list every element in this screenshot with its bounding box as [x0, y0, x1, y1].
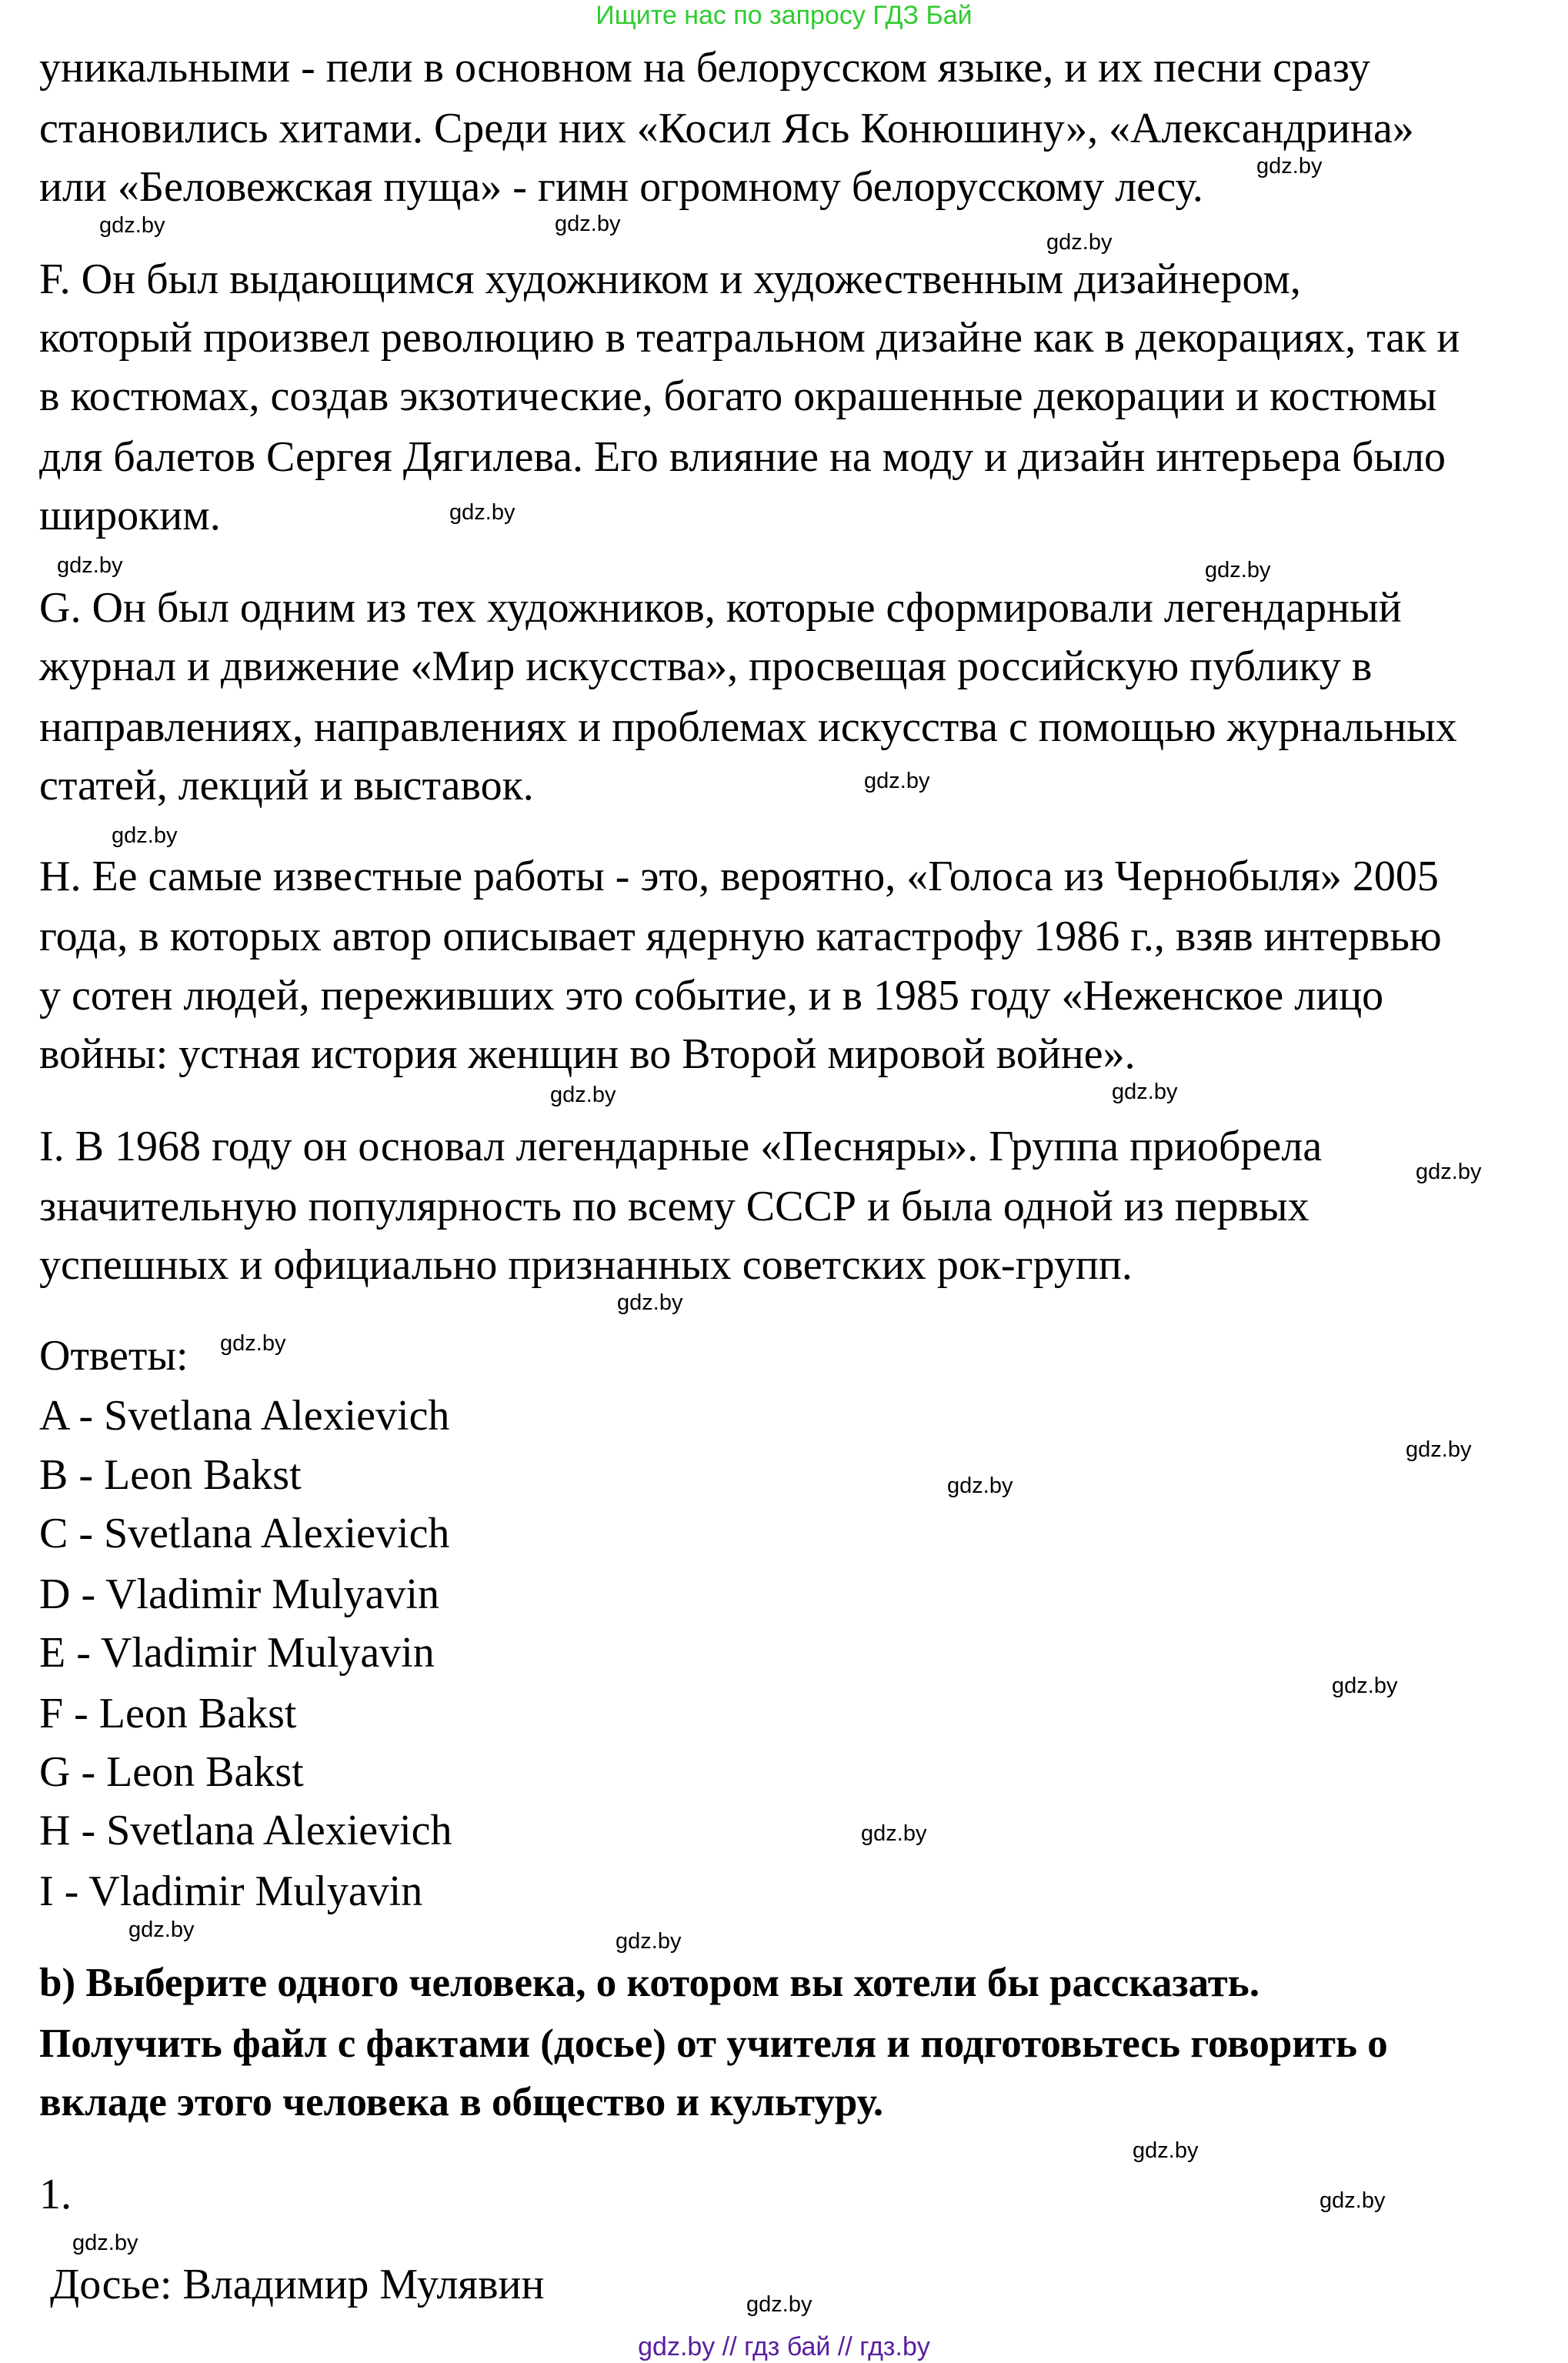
dossier-title: Досье: Владимир Мулявин — [50, 2261, 545, 2308]
text-line: 1. — [39, 2171, 72, 2218]
watermark: gdz.by — [1133, 2138, 1199, 2163]
watermark: gdz.by — [616, 1929, 682, 1954]
text-line: G. Он был одним из тех художников, которые сформировали легендарный — [39, 584, 1402, 632]
text-line: G - Leon Bakst — [39, 1748, 304, 1796]
text-line: C - Svetlana Alexievich — [39, 1510, 450, 1557]
text-line: E - Vladimir Mulyavin — [39, 1629, 435, 1677]
watermark: gdz.by — [1046, 230, 1113, 255]
watermark: gdz.by — [1256, 154, 1323, 179]
text-line: I. В 1968 году он основал легендарные «Песняры». Группа приобрела — [39, 1123, 1323, 1170]
watermark: gdz.by — [112, 823, 178, 848]
watermark: gdz.by — [220, 1331, 286, 1356]
text-line: становились хитами. Среди них «Косил Ясь Конюшину», «Александрина» — [39, 105, 1414, 152]
watermark: gdz.by — [128, 1917, 195, 1942]
watermark: gdz.by — [555, 212, 621, 236]
text-line: или «Беловежская пуща» - гимн огромному белорусскому лесу. — [39, 163, 1203, 211]
text-line: в костюмах, создав экзотические, богато окрашенные декорации и костюмы — [39, 372, 1437, 420]
watermark: gdz.by — [1416, 1160, 1482, 1184]
watermark: gdz.by — [1406, 1437, 1472, 1462]
text-line: A - Svetlana Alexievich — [39, 1392, 450, 1440]
task-heading: Получить файл с фактами (досье) от учителя и подготовьтесь говорить о — [39, 2021, 1388, 2066]
watermark: gdz.by — [1112, 1080, 1178, 1104]
text-line: уникальными - пели в основном на белорусском языке, и их песни сразу — [39, 44, 1370, 92]
watermark: gdz.by — [57, 553, 123, 578]
watermark: gdz.by — [1332, 1674, 1398, 1698]
text-line: успешных и официально признанных советских рок-групп. — [39, 1241, 1133, 1289]
search-hint-banner: Ищите нас по запросу ГДЗ Бай — [596, 1, 972, 30]
text-line: для балетов Сергея Дягилева. Его влияние на моду и дизайн интерьера было — [39, 433, 1446, 481]
watermark: gdz.by — [72, 2231, 138, 2255]
text-line: широким. — [39, 492, 221, 539]
watermark: gdz.by — [617, 1290, 683, 1315]
watermark: gdz.by — [99, 213, 165, 238]
watermark: gdz.by — [947, 1474, 1013, 1498]
watermark: gdz.by — [746, 2292, 812, 2317]
watermark: gdz.by — [864, 769, 930, 793]
text-line: направлениях, направлениях и проблемах искусства с помощью журнальных — [39, 703, 1457, 751]
text-line: H - Svetlana Alexievich — [39, 1807, 452, 1854]
watermark: gdz.by — [1319, 2188, 1386, 2213]
footer-links[interactable]: gdz.by // гдз бай // гдз.by — [638, 2332, 930, 2361]
text-line: журнал и движение «Мир искусства», просвещая российскую публику в — [39, 642, 1373, 690]
text-line: который произвел революцию в театральном дизайне как в декорациях, так и — [39, 314, 1460, 362]
text-line: B - Leon Bakst — [39, 1451, 302, 1499]
watermark: gdz.by — [449, 500, 515, 525]
text-line: у сотен людей, переживших это событие, и в 1985 году «Неженское лицо — [39, 972, 1384, 1020]
text-line: войны: устная история женщин во Второй мировой войне». — [39, 1030, 1136, 1078]
text-line: I - Vladimir Mulyavin — [39, 1867, 423, 1915]
answers-heading: Ответы: — [39, 1332, 188, 1380]
task-heading: b) Выберите одного человека, о котором вы хотели бы рассказать. — [39, 1961, 1260, 2005]
text-line: F. Он был выдающимся художником и художественным дизайнером, — [39, 255, 1301, 303]
text-line: H. Ее самые известные работы - это, вероятно, «Голоса из Чернобыля» 2005 — [39, 853, 1439, 900]
text-line: статей, лекций и выставок. — [39, 762, 534, 809]
watermark: gdz.by — [1205, 558, 1271, 582]
text-line: года, в которых автор описывает ядерную катастрофу 1986 г., взяв интервью — [39, 913, 1442, 960]
text-line: значительную популярность по всему СССР и была одной из первых — [39, 1183, 1309, 1230]
watermark: gdz.by — [861, 1821, 927, 1846]
text-line: D - Vladimir Mulyavin — [39, 1570, 440, 1618]
watermark: gdz.by — [550, 1083, 616, 1107]
text-line: F - Leon Bakst — [39, 1690, 297, 1737]
task-heading: вкладе этого человека в общество и культуру. — [39, 2080, 884, 2124]
